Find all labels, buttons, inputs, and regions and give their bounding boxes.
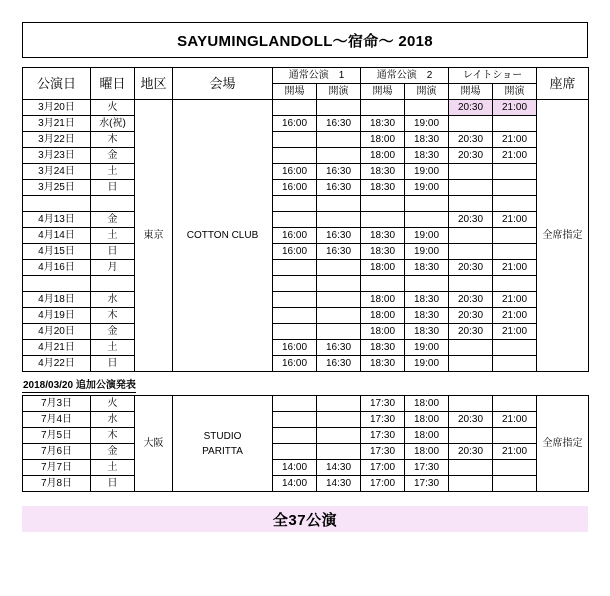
table-row <box>23 444 589 460</box>
cell-open-3 <box>449 244 493 260</box>
header-seat: 座席 <box>537 68 589 100</box>
spacer-cell <box>361 276 405 292</box>
cell-open-2 <box>361 212 405 228</box>
cell-open-2: 18:30 <box>361 180 405 196</box>
cell-open-1: 16:00 <box>273 164 317 180</box>
cell-start-3: 21:00 <box>493 260 537 276</box>
table-row <box>23 340 589 356</box>
cell-start-3 <box>493 180 537 196</box>
cell-date: 7月5日 <box>23 428 91 444</box>
cell-open-3 <box>449 228 493 244</box>
header-open-2: 開場 <box>361 84 405 100</box>
cell-start-1 <box>317 132 361 148</box>
cell-start-1 <box>317 212 361 228</box>
cell-weekday: 火 <box>91 100 135 116</box>
cell-weekday: 日 <box>91 476 135 492</box>
spacer-cell <box>273 276 317 292</box>
cell-open-1 <box>273 148 317 164</box>
cell-open-3 <box>449 116 493 132</box>
cell-open-1: 16:00 <box>273 244 317 260</box>
table-spacer-row <box>23 196 589 212</box>
table-row <box>23 100 589 116</box>
cell-start-1 <box>317 308 361 324</box>
cell-start-2: 18:00 <box>405 412 449 428</box>
table-row <box>23 356 589 372</box>
venue-line-1: STUDIO <box>203 430 242 442</box>
table-row <box>23 396 589 412</box>
cell-start-1: 16:30 <box>317 356 361 372</box>
cell-start-3: 21:00 <box>493 308 537 324</box>
cell-start-3 <box>493 244 537 260</box>
cell-start-2: 19:00 <box>405 340 449 356</box>
spacer-cell <box>449 196 493 212</box>
cell-seat-osaka: 全席指定 <box>537 396 589 492</box>
cell-open-2: 18:00 <box>361 260 405 276</box>
table-row <box>23 116 589 132</box>
cell-start-3 <box>493 116 537 132</box>
cell-weekday: 金 <box>91 212 135 228</box>
cell-open-1 <box>273 444 317 460</box>
cell-weekday: 土 <box>91 340 135 356</box>
header-start-3: 開演 <box>493 84 537 100</box>
cell-start-3: 21:00 <box>493 148 537 164</box>
cell-start-2: 18:00 <box>405 444 449 460</box>
cell-start-2 <box>405 100 449 116</box>
cell-open-3: 20:30 <box>449 132 493 148</box>
cell-open-1 <box>273 212 317 228</box>
header-start-1: 開演 <box>317 84 361 100</box>
cell-start-1: 14:30 <box>317 460 361 476</box>
cell-date: 3月25日 <box>23 180 91 196</box>
table-row <box>23 148 589 164</box>
cell-start-1 <box>317 428 361 444</box>
total-shows-label: 全37公演 <box>272 511 338 529</box>
cell-open-1: 16:00 <box>273 356 317 372</box>
cell-open-3 <box>449 164 493 180</box>
spacer-cell <box>405 196 449 212</box>
cell-start-3: 21:00 <box>493 412 537 428</box>
cell-open-1: 16:00 <box>273 180 317 196</box>
cell-start-3: 21:00 <box>493 212 537 228</box>
cell-start-2: 18:30 <box>405 308 449 324</box>
cell-start-3 <box>493 356 537 372</box>
cell-date: 4月19日 <box>23 308 91 324</box>
additional-shows-note: 2018/03/20 追加公演発表 <box>23 380 136 391</box>
cell-weekday: 月 <box>91 260 135 276</box>
cell-weekday: 金 <box>91 148 135 164</box>
header-start-2: 開演 <box>405 84 449 100</box>
cell-weekday: 水(祝) <box>91 116 135 132</box>
cell-open-1: 14:00 <box>273 476 317 492</box>
cell-open-2: 17:30 <box>361 444 405 460</box>
cell-date: 4月16日 <box>23 260 91 276</box>
cell-start-3 <box>493 340 537 356</box>
cell-venue-tokyo: COTTON CLUB <box>173 100 273 372</box>
header-open-3: 開場 <box>449 84 493 100</box>
cell-open-3: 20:30 <box>449 100 493 116</box>
cell-open-3: 20:30 <box>449 260 493 276</box>
cell-weekday: 金 <box>91 444 135 460</box>
cell-start-1 <box>317 444 361 460</box>
cell-weekday: 土 <box>91 164 135 180</box>
cell-area-osaka: 大阪 <box>135 396 173 492</box>
cell-date: 7月8日 <box>23 476 91 492</box>
spacer-cell <box>361 196 405 212</box>
cell-open-1 <box>273 324 317 340</box>
cell-start-3: 21:00 <box>493 100 537 116</box>
cell-date: 3月24日 <box>23 164 91 180</box>
cell-start-3: 21:00 <box>493 132 537 148</box>
table-row <box>23 308 589 324</box>
cell-start-1: 16:30 <box>317 340 361 356</box>
cell-start-1: 14:30 <box>317 476 361 492</box>
cell-date: 4月18日 <box>23 292 91 308</box>
cell-start-3: 21:00 <box>493 444 537 460</box>
table-row <box>23 476 589 492</box>
cell-start-1: 16:30 <box>317 116 361 132</box>
cell-open-1: 16:00 <box>273 340 317 356</box>
cell-open-2: 18:00 <box>361 324 405 340</box>
cell-open-2: 18:30 <box>361 164 405 180</box>
cell-start-2: 18:00 <box>405 396 449 412</box>
cell-open-3: 20:30 <box>449 212 493 228</box>
cell-open-2: 17:30 <box>361 412 405 428</box>
cell-open-1 <box>273 308 317 324</box>
spacer-cell <box>449 276 493 292</box>
table-row <box>23 164 589 180</box>
cell-date: 4月20日 <box>23 324 91 340</box>
header-group-lateshow: レイトショー <box>449 68 537 84</box>
cell-start-2: 18:00 <box>405 428 449 444</box>
cell-weekday: 土 <box>91 460 135 476</box>
cell-open-1: 16:00 <box>273 228 317 244</box>
spacer-cell <box>317 276 361 292</box>
cell-open-1: 16:00 <box>273 116 317 132</box>
total-shows-banner <box>22 506 588 532</box>
cell-start-3 <box>493 460 537 476</box>
osaka-schedule-table <box>22 395 589 492</box>
cell-start-1 <box>317 292 361 308</box>
cell-date: 3月21日 <box>23 116 91 132</box>
cell-open-2: 18:30 <box>361 116 405 132</box>
table-row <box>23 324 589 340</box>
cell-date: 4月22日 <box>23 356 91 372</box>
cell-start-1 <box>317 412 361 428</box>
table-row <box>23 244 589 260</box>
spacer-cell <box>493 276 537 292</box>
cell-seat-tokyo: 全席指定 <box>537 100 589 372</box>
spacer-cell <box>91 276 135 292</box>
spacer-cell <box>317 196 361 212</box>
cell-open-3: 20:30 <box>449 292 493 308</box>
cell-start-2: 18:30 <box>405 324 449 340</box>
cell-date: 7月4日 <box>23 412 91 428</box>
cell-date: 3月23日 <box>23 148 91 164</box>
cell-date: 4月14日 <box>23 228 91 244</box>
cell-start-2: 18:30 <box>405 148 449 164</box>
cell-weekday: 日 <box>91 356 135 372</box>
cell-weekday: 土 <box>91 228 135 244</box>
spacer-cell <box>493 196 537 212</box>
cell-open-3: 20:30 <box>449 444 493 460</box>
spacer-cell <box>23 276 91 292</box>
table-row <box>23 260 589 276</box>
cell-start-2: 18:30 <box>405 260 449 276</box>
cell-start-2: 18:30 <box>405 292 449 308</box>
cell-open-3 <box>449 428 493 444</box>
cell-start-1 <box>317 100 361 116</box>
cell-date: 7月3日 <box>23 396 91 412</box>
header-group-show1: 通常公演 1 <box>273 68 361 84</box>
cell-start-3 <box>493 164 537 180</box>
cell-open-1 <box>273 428 317 444</box>
header-open-1: 開場 <box>273 84 317 100</box>
table-row <box>23 180 589 196</box>
cell-open-3 <box>449 356 493 372</box>
cell-start-2: 17:30 <box>405 460 449 476</box>
cell-date: 4月15日 <box>23 244 91 260</box>
cell-weekday: 木 <box>91 132 135 148</box>
cell-open-3: 20:30 <box>449 412 493 428</box>
cell-weekday: 日 <box>91 244 135 260</box>
cell-open-1 <box>273 260 317 276</box>
cell-open-2: 17:30 <box>361 396 405 412</box>
cell-date: 4月21日 <box>23 340 91 356</box>
table-row <box>23 132 589 148</box>
cell-start-2: 17:30 <box>405 476 449 492</box>
cell-start-1: 16:30 <box>317 228 361 244</box>
cell-start-2: 18:30 <box>405 132 449 148</box>
cell-weekday: 水 <box>91 412 135 428</box>
cell-date: 4月13日 <box>23 212 91 228</box>
spacer-cell <box>273 196 317 212</box>
cell-open-3: 20:30 <box>449 324 493 340</box>
spacer-cell <box>23 196 91 212</box>
cell-open-2: 18:30 <box>361 244 405 260</box>
cell-open-3: 20:30 <box>449 148 493 164</box>
cell-open-1 <box>273 100 317 116</box>
cell-start-1 <box>317 324 361 340</box>
header-group-show2: 通常公演 2 <box>361 68 449 84</box>
cell-start-1 <box>317 396 361 412</box>
header-venue: 会場 <box>173 68 273 100</box>
header-area: 地区 <box>135 68 173 100</box>
table-row <box>23 460 589 476</box>
cell-open-2: 17:00 <box>361 460 405 476</box>
header-weekday: 曜日 <box>91 68 135 100</box>
page-title: SAYUMINGLANDOLL〜宿命〜 2018 <box>177 32 433 50</box>
cell-open-1 <box>273 412 317 428</box>
cell-open-2: 17:00 <box>361 476 405 492</box>
cell-open-1 <box>273 292 317 308</box>
table-row <box>23 212 589 228</box>
cell-open-3 <box>449 396 493 412</box>
spacer-cell <box>405 276 449 292</box>
cell-weekday: 木 <box>91 428 135 444</box>
cell-venue-osaka <box>173 396 273 492</box>
cell-open-2: 18:00 <box>361 132 405 148</box>
cell-start-1: 16:30 <box>317 244 361 260</box>
table-header-row-main <box>23 68 589 84</box>
cell-open-1: 14:00 <box>273 460 317 476</box>
cell-open-3 <box>449 340 493 356</box>
cell-start-3 <box>493 396 537 412</box>
table-row <box>23 412 589 428</box>
cell-start-2: 19:00 <box>405 164 449 180</box>
cell-start-1: 16:30 <box>317 180 361 196</box>
cell-open-2: 18:30 <box>361 356 405 372</box>
tokyo-schedule-table <box>22 67 589 372</box>
cell-open-2: 18:00 <box>361 292 405 308</box>
cell-open-3: 20:30 <box>449 308 493 324</box>
cell-weekday: 火 <box>91 396 135 412</box>
table-row <box>23 292 589 308</box>
cell-start-3: 21:00 <box>493 292 537 308</box>
table-spacer-row <box>23 276 589 292</box>
cell-start-2: 19:00 <box>405 356 449 372</box>
cell-start-2: 19:00 <box>405 244 449 260</box>
document-title-bar <box>22 22 588 58</box>
header-date: 公演日 <box>23 68 91 100</box>
cell-start-1: 16:30 <box>317 164 361 180</box>
cell-start-2: 19:00 <box>405 116 449 132</box>
cell-start-2: 19:00 <box>405 228 449 244</box>
cell-date: 3月22日 <box>23 132 91 148</box>
cell-start-3 <box>493 476 537 492</box>
cell-open-3 <box>449 476 493 492</box>
cell-weekday: 日 <box>91 180 135 196</box>
cell-start-2: 19:00 <box>405 180 449 196</box>
cell-weekday: 木 <box>91 308 135 324</box>
cell-open-2: 17:30 <box>361 428 405 444</box>
cell-start-3: 21:00 <box>493 324 537 340</box>
cell-start-1 <box>317 260 361 276</box>
cell-weekday: 水 <box>91 292 135 308</box>
cell-area-tokyo: 東京 <box>135 100 173 372</box>
cell-date: 3月20日 <box>23 100 91 116</box>
cell-open-1 <box>273 396 317 412</box>
spacer-cell <box>91 196 135 212</box>
cell-date: 7月6日 <box>23 444 91 460</box>
cell-start-1 <box>317 148 361 164</box>
table-row <box>23 228 589 244</box>
cell-open-1 <box>273 132 317 148</box>
cell-open-3 <box>449 460 493 476</box>
venue-line-2: PARITTA <box>202 445 243 457</box>
cell-open-2: 18:30 <box>361 228 405 244</box>
cell-weekday: 金 <box>91 324 135 340</box>
cell-open-2: 18:30 <box>361 340 405 356</box>
cell-open-2 <box>361 100 405 116</box>
cell-date: 7月7日 <box>23 460 91 476</box>
table-row <box>23 428 589 444</box>
cell-open-2: 18:00 <box>361 308 405 324</box>
cell-start-3 <box>493 228 537 244</box>
cell-start-2 <box>405 212 449 228</box>
cell-start-3 <box>493 428 537 444</box>
cell-open-2: 18:00 <box>361 148 405 164</box>
cell-open-3 <box>449 180 493 196</box>
